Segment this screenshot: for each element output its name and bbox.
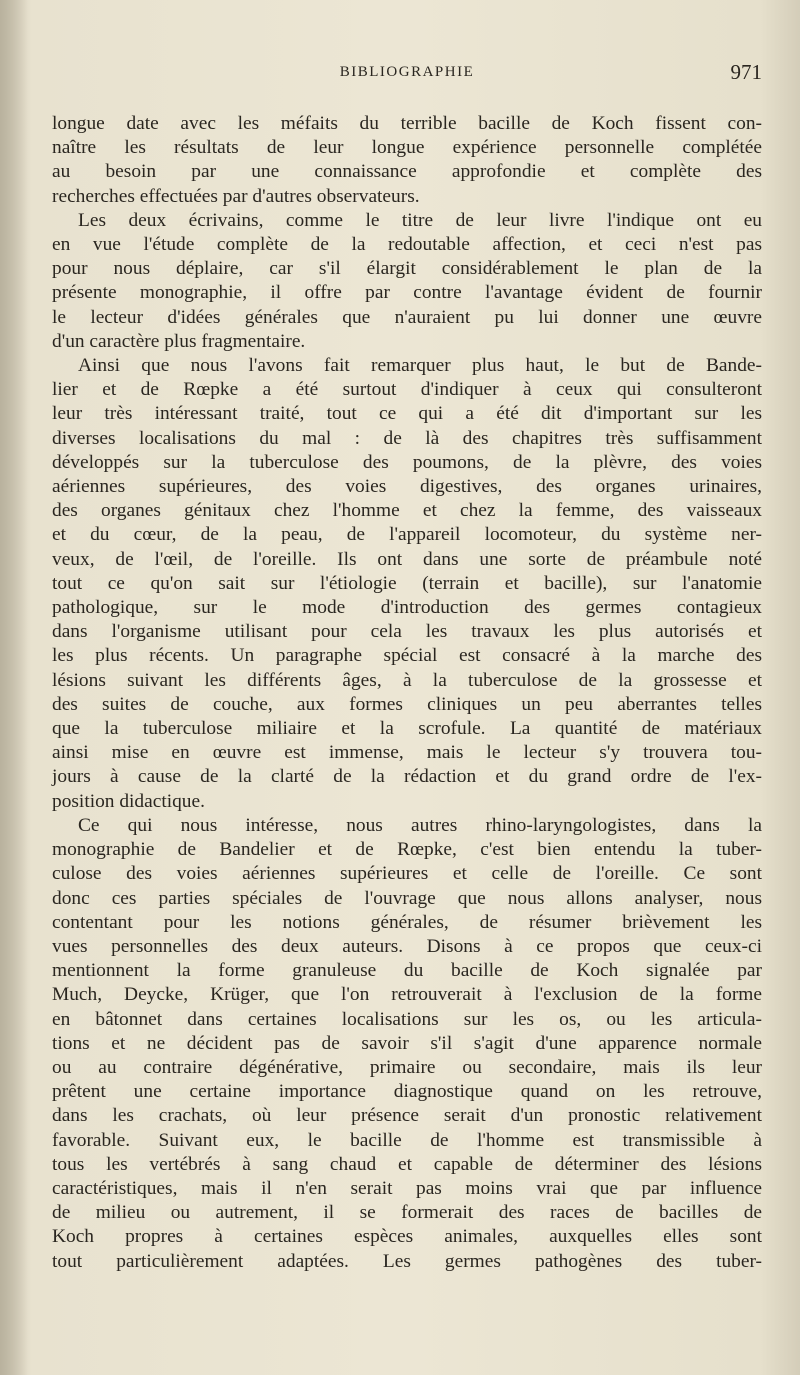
text-line: diverses localisations du mal : de là des chapitres très suffisamment [52,427,762,449]
text-line: Much, Deycke, Krüger, que l'on retrouverait à l'exclusion de la forme [52,984,762,1006]
text-line: vues personnelles des deux auteurs. Disons à ce propos que ceux-ci [52,935,762,957]
text-line: en bâtonnet dans certaines localisations sur les os, ou les articula- [52,1008,762,1030]
text-line: favorable. Suivant eux, le bacille de l'homme est transmissible à [52,1129,762,1151]
paragraph-2 [52,209,762,354]
running-head [52,60,762,90]
text-line: leur très intéressant traité, tout ce qui a été dit d'important sur les [52,403,762,425]
text-line: tous les vertébrés à sang chaud et capable de déterminer des lésions [52,1153,762,1175]
text-line: dans l'organisme utilisant pour cela les travaux les plus autorisés et [52,621,762,643]
text-line: et du cœur, de la peau, de l'appareil locomoteur, du système ner- [52,524,762,546]
text-line: culose des voies aériennes supérieures et celle de l'oreille. Ce sont [52,863,762,885]
text-line: donc ces parties spéciales de l'ouvrage que nous allons analyser, nous [52,887,762,909]
body-text [52,112,762,1274]
text-line: au besoin par une connaissance approfondie et complète des [52,161,762,183]
text-line: monographie de Bandelier et de Rœpke, c'est bien entendu la tuber- [52,839,762,861]
paragraph-4 [52,814,762,1274]
text-line: position didactique. [52,790,205,812]
text-line: en vue l'étude complète de la redoutable affection, et ceci n'est pas [52,234,762,256]
text-line: naître les résultats de leur longue expérience personnelle complétée [52,137,762,159]
text-line: les plus récents. Un paragraphe spécial est consacré à la marche des [52,645,762,667]
text-line: le lecteur d'idées générales que n'auraient pu lui donner une œuvre [52,306,762,328]
text-line: aériennes supérieures, des voies digestives, des organes urinaires, [52,476,762,498]
page-spine-shadow [0,0,28,1375]
text-line: d'un caractère plus fragmentaire. [52,330,306,352]
text-line: recherches effectuées par d'autres observateurs. [52,185,420,207]
text-line: présente monographie, il offre par contre l'avantage évident de fournir [52,282,762,304]
text-line: Ainsi que nous l'avons fait remarquer plus haut, le but de Bande- [78,355,762,377]
text-line: tout ce qu'on sait sur l'étiologie (terrain et bacille), sur l'anatomie [52,572,762,594]
running-head-title: BIBLIOGRAPHIE [339,64,475,80]
text-line: Les deux écrivains, comme le titre de leur livre l'indique ont eu [78,209,762,231]
text-line: contentant pour les notions générales, de résumer brièvement les [52,911,762,933]
text-line: de milieu ou autrement, il se formerait des races de bacilles de [52,1202,762,1224]
text-line: veux, de l'œil, de l'oreille. Ils ont dans une sorte de préambule noté [52,548,762,570]
text-line: que la tuberculose miliaire et la scrofule. La quantité de matériaux [52,718,762,740]
text-line: lier et de Rœpke a été surtout d'indiquer à ceux qui consulteront [52,379,762,401]
page-number: 971 [730,60,762,84]
text-line: développés sur la tuberculose des poumons, de la plèvre, des voies [52,451,762,473]
text-line: pathologique, sur le mode d'introduction des germes contagieux [52,597,762,619]
text-line: tout particulièrement adaptées. Les germes pathogènes des tuber- [52,1250,762,1272]
text-line: ou au contraire dégénérative, primaire ou secondaire, mais ils leur [52,1056,762,1078]
text-line: lésions suivant les différents âges, à la tuberculose de la grossesse et [52,669,762,691]
text-line: ainsi mise en œuvre est immense, mais le lecteur s'y trouvera tou- [52,742,762,764]
text-line: pour nous déplaire, car s'il élargit considérablement le plan de la [52,258,762,280]
text-line: des suites de couche, aux formes cliniques un peu aberrantes telles [52,693,762,715]
paragraph-3 [52,354,762,814]
text-line: des organes génitaux chez l'homme et chez la femme, des vaisseaux [52,500,762,522]
text-line: dans les crachats, où leur présence serait d'un pronostic relativement [52,1105,762,1127]
text-line: mentionnent la forme granuleuse du bacille de Koch signalée par [52,960,762,982]
text-line: Ce qui nous intéresse, nous autres rhino-laryngologistes, dans la [78,814,762,836]
paragraph-1 [52,112,762,209]
text-line: tions et ne décident pas de savoir s'il s'agit d'une apparence normale [52,1032,762,1054]
text-line: caractéristiques, mais il n'en serait pas moins vrai que par influence [52,1177,762,1199]
text-line: Koch propres à certaines espèces animales, auxquelles elles sont [52,1226,762,1248]
text-line: longue date avec les méfaits du terrible bacille de Koch fissent con- [52,113,762,134]
text-line: prêtent une certaine importance diagnostique quand on les retrouve, [52,1081,762,1103]
text-line: jours à cause de la clarté de la rédaction et du grand ordre de l'ex- [52,766,762,788]
